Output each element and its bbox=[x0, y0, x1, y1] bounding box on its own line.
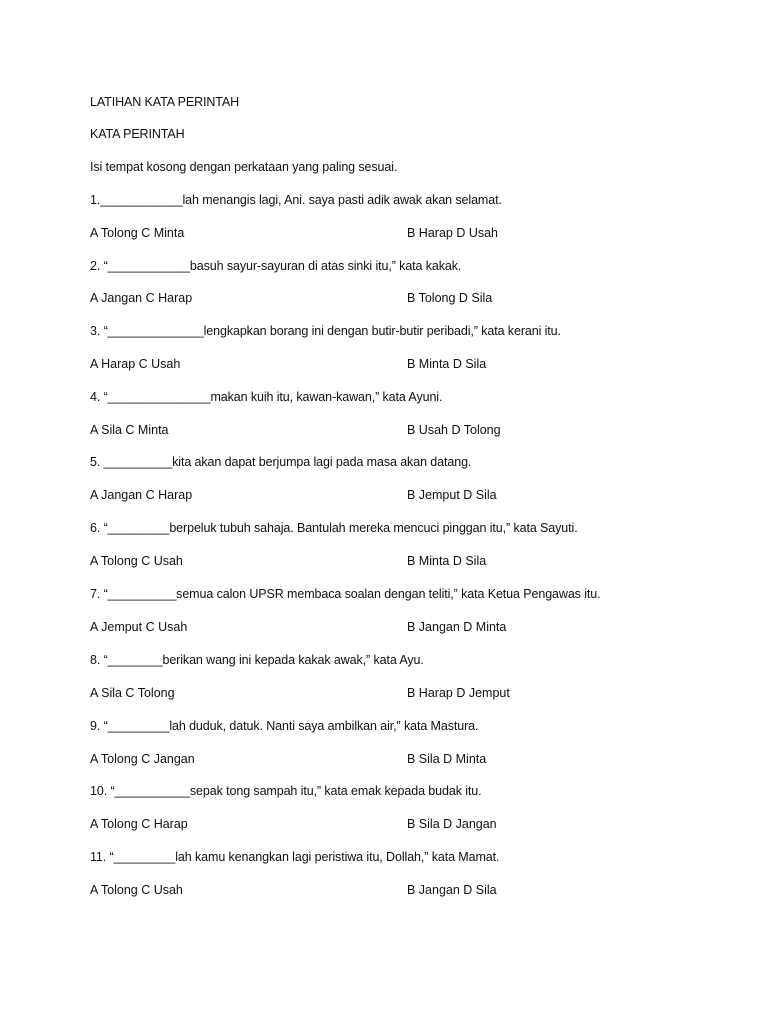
question-4-options-right: B Usah D Tolong bbox=[407, 423, 501, 437]
question-7: 7. “__________semua calon UPSR membaca soalan dengan teliti,” kata Ketua Pengawas itu. bbox=[90, 587, 601, 601]
question-5: 5. __________kita akan dapat berjumpa lagi pada masa akan datang. bbox=[90, 455, 472, 469]
question-6: 6. “_________berpeluk tubuh sahaja. Bantulah mereka mencuci pinggan itu,” kata Sayuti. bbox=[90, 521, 578, 535]
question-5-options-left: A Jangan C Harap bbox=[90, 488, 193, 502]
question-9: 9. “_________lah duduk, datuk. Nanti saya ambilkan air,” kata Mastura. bbox=[90, 719, 479, 733]
question-4: 4. “_______________makan kuih itu, kawan-kawan,” kata Ayuni. bbox=[90, 390, 443, 404]
page-title: LATIHAN KATA PERINTAH bbox=[90, 95, 240, 109]
question-1-options-right: B Harap D Usah bbox=[407, 226, 499, 240]
question-3-options-right: B Minta D Sila bbox=[407, 357, 487, 371]
question-1-options-left: A Tolong C Minta bbox=[90, 226, 185, 240]
question-11: 11. “_________lah kamu kenangkan lagi peristiwa itu, Dollah,” kata Mamat. bbox=[90, 850, 500, 864]
question-10-options-left: A Tolong C Harap bbox=[90, 817, 188, 831]
question-9-options-left: A Tolong C Jangan bbox=[90, 752, 195, 766]
section-heading: KATA PERINTAH bbox=[90, 127, 185, 141]
question-6-options-right: B Minta D Sila bbox=[407, 554, 487, 568]
question-5-options-right: B Jemput D Sila bbox=[407, 488, 497, 502]
question-8: 8. “________berikan wang ini kepada kakak awak,” kata Ayu. bbox=[90, 653, 424, 667]
question-1: 1.____________lah menangis lagi, Ani. saya pasti adik awak akan selamat. bbox=[90, 193, 502, 207]
question-7-options-right: B Jangan D Minta bbox=[407, 620, 507, 634]
question-10: 10. “___________sepak tong sampah itu,” kata emak kepada budak itu. bbox=[90, 784, 482, 798]
question-4-options-left: A Sila C Minta bbox=[90, 423, 169, 437]
question-3-options-left: A Harap C Usah bbox=[90, 357, 181, 371]
question-10-options-right: B Sila D Jangan bbox=[407, 817, 497, 831]
question-7-options-left: A Jemput C Usah bbox=[90, 620, 188, 634]
question-6-options-left: A Tolong C Usah bbox=[90, 554, 183, 568]
question-2-options-left: A Jangan C Harap bbox=[90, 291, 193, 305]
instruction-text: Isi tempat kosong dengan perkataan yang paling sesuai. bbox=[90, 160, 398, 174]
question-3: 3. “______________lengkapkan borang ini dengan butir-butir peribadi,” kata kerani itu. bbox=[90, 324, 561, 338]
question-8-options-left: A Sila C Tolong bbox=[90, 686, 175, 700]
question-9-options-right: B Sila D Minta bbox=[407, 752, 487, 766]
question-8-options-right: B Harap D Jemput bbox=[407, 686, 510, 700]
question-11-options-right: B Jangan D Sila bbox=[407, 883, 497, 897]
question-2-options-right: B Tolong D Sila bbox=[407, 291, 493, 305]
question-2: 2. “____________basuh sayur-sayuran di atas sinki itu,” kata kakak. bbox=[90, 259, 462, 273]
question-11-options-left: A Tolong C Usah bbox=[90, 883, 183, 897]
